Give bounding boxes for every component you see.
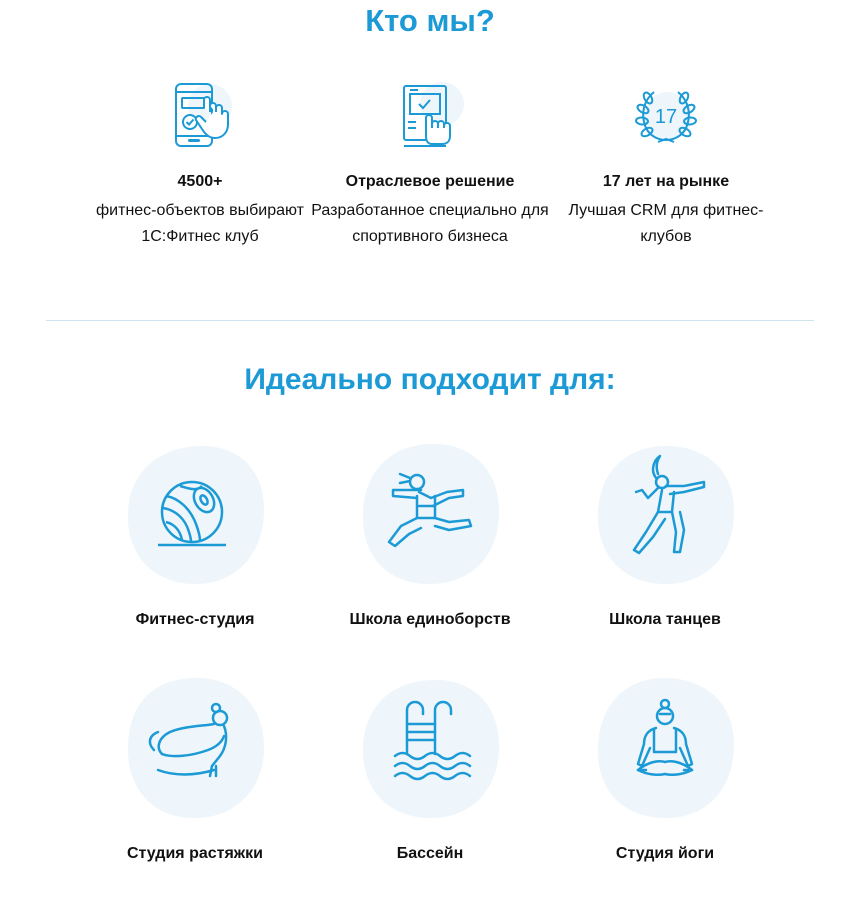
category-stretching-studio <box>75 674 315 864</box>
feature-title: 17 лет на рынке <box>602 173 730 190</box>
category-label: Студия растяжки <box>127 845 263 862</box>
feature-title: Отраслевое решение <box>345 173 515 190</box>
category-label: Фитнес-студия <box>135 611 255 628</box>
feature-desc: Лучшая CRM для фитнес-клубов <box>568 202 764 245</box>
who-title: Кто мы? <box>365 3 495 38</box>
category-label: Школа единоборств <box>349 611 511 628</box>
feature-title: 4500+ <box>177 173 223 190</box>
pool-ladder-icon <box>355 674 505 824</box>
category-pool <box>310 674 550 864</box>
ideal-title: Идеально подходит для: <box>244 363 616 396</box>
category-martial-arts <box>310 440 550 630</box>
terminal-tap-icon <box>390 76 470 156</box>
feature-years <box>546 76 786 250</box>
category-fitness-studio <box>75 440 315 630</box>
section-divider <box>46 320 814 321</box>
feature-industry <box>310 76 550 250</box>
martial-artist-icon <box>355 440 505 590</box>
stretching-icon <box>120 674 270 824</box>
category-yoga-studio <box>545 674 785 864</box>
feature-objects <box>80 76 320 250</box>
category-label: Студия йоги <box>615 845 715 862</box>
feature-desc: фитнес-объектов выбирают 1С:Фитнес клуб <box>96 202 304 245</box>
category-dance-school <box>545 440 785 630</box>
years-badge: 17 <box>654 106 678 128</box>
phone-tap-icon <box>160 76 240 156</box>
laurel-wreath-icon <box>626 76 706 156</box>
category-label: Школа танцев <box>609 611 721 628</box>
dancer-icon <box>590 440 740 590</box>
fitness-ball-icon <box>120 440 270 590</box>
category-label: Бассейн <box>396 845 464 862</box>
feature-desc: Разработанное специально для спортивного бизнеса <box>311 202 549 245</box>
yoga-icon <box>590 674 740 824</box>
